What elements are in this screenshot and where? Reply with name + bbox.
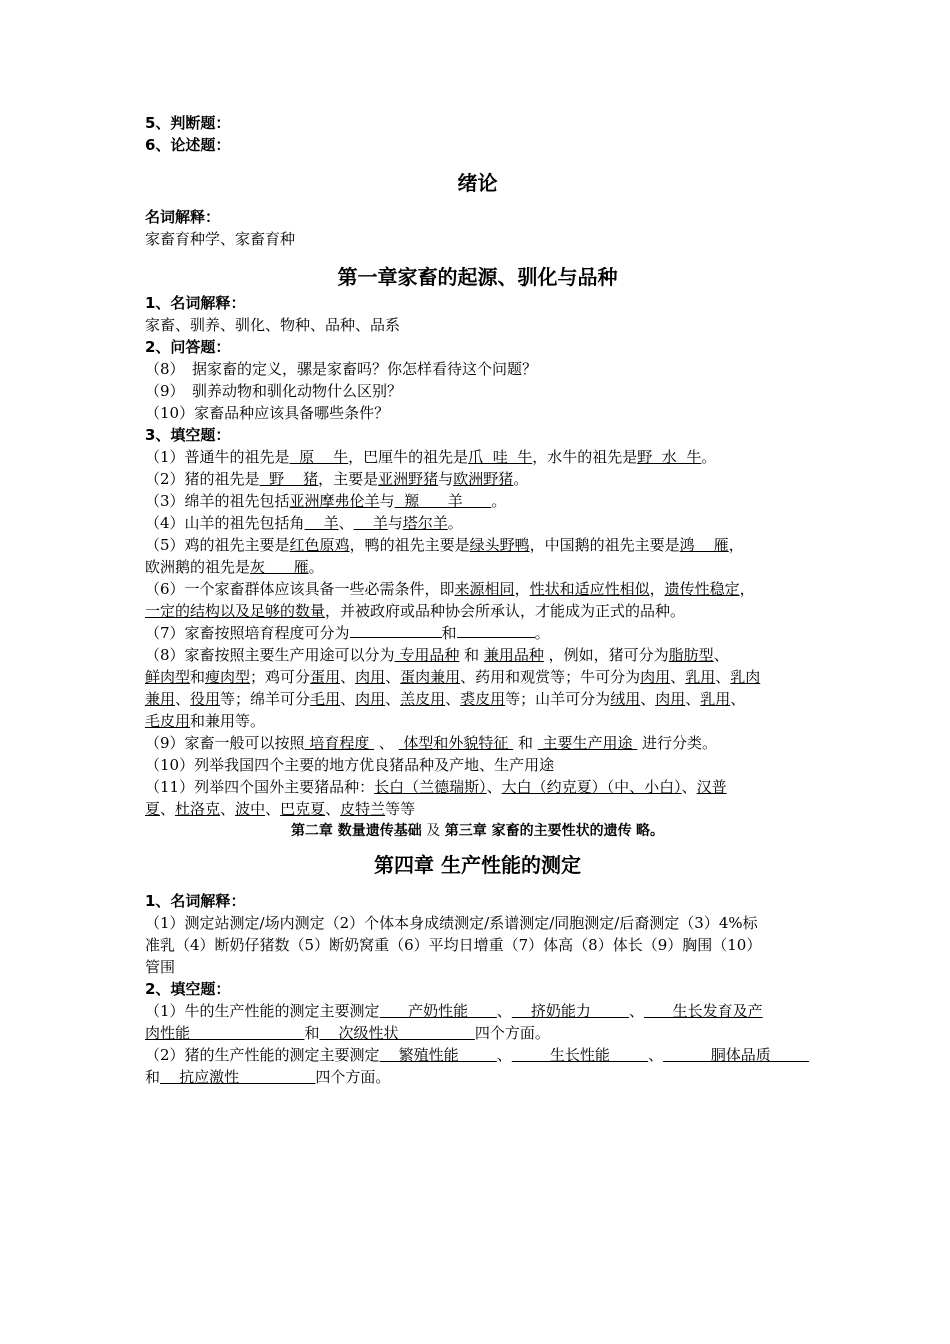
fill-answer: 羊	[304, 514, 339, 532]
fill-text: 和	[304, 1024, 320, 1042]
fill-text: 、	[496, 1046, 512, 1064]
fill-answer: 夏	[145, 800, 161, 818]
fill-7	[145, 622, 810, 644]
fill-10: （10）列举我国四个主要的地方优良猪品种及产地、生产用途	[145, 756, 555, 774]
fill-answer: 胴体品质	[663, 1046, 809, 1064]
fill-text: 四个方面。	[474, 1024, 550, 1042]
fill-answer: 脂肪型	[668, 646, 714, 664]
fill-answer: 毛用	[310, 690, 341, 708]
fill-3	[145, 490, 810, 512]
fill-text: 欧洲鹅的祖先是	[145, 558, 251, 576]
fill-text: 、	[648, 1046, 664, 1064]
ch1-q9: （9） 驯养动物和驯化动物什么区别？	[145, 382, 403, 400]
chapter2-3-note	[145, 820, 810, 842]
section-essay: 6、论述题：	[145, 136, 231, 154]
fill-answer: 原 牛	[289, 448, 349, 466]
fill-text: 等；绵羊可分	[220, 690, 311, 708]
ch4-fill-2-cont	[145, 1066, 810, 1088]
fill-8-cont1	[145, 666, 810, 688]
fill-text: ，巴厘牛的祖先是	[348, 448, 469, 466]
ch1-fill-label: 3、填空题：	[145, 426, 231, 444]
fill-8	[145, 644, 810, 666]
fill-text: 与	[387, 514, 403, 532]
fill-text: （6）一个家畜群体应该具备一些必需条件，即	[145, 580, 455, 598]
fill-text: 。	[447, 514, 463, 532]
fill-answer: 红色原鸡	[289, 536, 350, 554]
fill-text: （9）家畜一般可以按照	[145, 734, 305, 752]
fill-text: 和	[459, 646, 484, 664]
intro-title: 绪论	[457, 171, 498, 195]
section-judgement: 5、判断题：	[145, 114, 231, 132]
ch1-q10: （10）家畜品种应该具备哪些条件？	[145, 404, 390, 422]
fill-text: 、	[175, 690, 191, 708]
fill-answer: 蛋用	[310, 668, 341, 686]
fill-answer: 羱 羊	[394, 492, 492, 510]
fill-6	[145, 578, 810, 600]
fill-text: 、	[681, 778, 697, 796]
fill-text: 、	[445, 690, 461, 708]
fill-answer: 兼用品种	[483, 646, 544, 664]
fill-text: ；鸡可分	[250, 668, 311, 686]
fill-text: 、	[160, 800, 176, 818]
fill-answer: 乳用	[700, 690, 731, 708]
fill-5	[145, 534, 810, 556]
ch4-fill-1	[145, 1000, 810, 1022]
fill-text: ，并被政府或品种协会所承认，才能成为正式的品种。	[325, 602, 686, 620]
fill-text: ，	[728, 536, 744, 554]
fill-answer: 瘦肉型	[205, 668, 251, 686]
omitted-note: 略。	[636, 823, 665, 839]
fill-text: （8）家畜按照主要生产用途可以分为	[145, 646, 395, 664]
fill-11-cont	[145, 798, 810, 820]
fill-text: 与	[438, 470, 454, 488]
fill-text: 和	[441, 624, 457, 642]
fill-5-cont	[145, 556, 810, 578]
fill-answer: 挤奶能力	[511, 1002, 629, 1020]
fill-text: 、	[265, 800, 281, 818]
fill-answer: 皮特兰	[340, 800, 386, 818]
ch4-fill-1-cont	[145, 1022, 810, 1044]
fill-8-cont3	[145, 710, 810, 732]
fill-text: （5）鸡的祖先主要是	[145, 536, 290, 554]
fill-9	[145, 732, 810, 754]
fill-answer: 乳用	[685, 668, 716, 686]
fill-text: （7）家畜按照培育程度可分为	[145, 624, 350, 642]
fill-answer: 来源相同	[454, 580, 515, 598]
chapter1-title: 第一章家畜的起源、驯化与品种	[337, 265, 618, 289]
fill-text: 等等	[385, 800, 416, 818]
fill-answer: 野 猪	[259, 470, 319, 488]
chapter2-title: 第二章 数量遗传基础	[290, 823, 422, 839]
fill-text: ，例如，猪可分为	[543, 646, 669, 664]
fill-answer: 主要生产用途	[537, 734, 638, 752]
fill-answer: 鸿 雁	[679, 536, 729, 554]
fill-text: 、	[340, 668, 356, 686]
document-page	[145, 112, 810, 1088]
fill-answer: 肉用	[655, 690, 686, 708]
fill-6-cont	[145, 600, 810, 622]
fill-answer: 长白（兰德瑞斯）	[374, 778, 487, 796]
fill-text: 和	[513, 734, 538, 752]
fill-text: 、	[496, 1002, 512, 1020]
fill-answer: 大白（约克夏）（中、小白）	[501, 778, 682, 796]
fill-text: 。	[701, 448, 717, 466]
intro-terms: 家畜育种学、家畜育种	[145, 230, 296, 248]
fill-answer: 羊	[353, 514, 388, 532]
chapter4-title: 第四章 生产性能的测定	[374, 853, 581, 877]
fill-answer: 性状和适应性相似	[529, 580, 650, 598]
fill-answer: 绒用	[610, 690, 641, 708]
fill-text: 。	[513, 470, 529, 488]
fill-text: 、药用和观赏等；牛可分为	[460, 668, 641, 686]
fill-text: 、	[486, 778, 502, 796]
fill-text: 和	[145, 1068, 161, 1086]
ch4-fill-2	[145, 1044, 810, 1066]
fill-text: 与	[379, 492, 395, 510]
fill-answer: 塔尔羊	[402, 514, 448, 532]
fill-text: 和兼用等。	[190, 712, 266, 730]
fill-answer: 肉用	[355, 690, 386, 708]
ch4-terms-line2: 准乳（4）断奶仔猪数（5）断奶窝重（6）平均日增重（7）体高（8）体长（9）胸围（10）	[145, 936, 762, 954]
fill-text: ，水牛的祖先是	[532, 448, 638, 466]
fill-text: 。	[534, 624, 550, 642]
fill-text: ，	[514, 580, 530, 598]
fill-answer: 培育程度	[304, 734, 375, 752]
ch1-terms-label: 1、名词解释：	[145, 294, 246, 312]
fill-answer: 生长性能	[511, 1046, 649, 1064]
conjunction-text: 及	[426, 823, 441, 839]
intro-terms-label: 名词解释：	[145, 208, 221, 226]
fill-text: （2）猪的生产性能的测定主要测定	[145, 1046, 380, 1064]
ch1-q8: （8） 据家畜的定义，骡是家畜吗？你怎样看待这个问题？	[145, 360, 538, 378]
fill-11	[145, 776, 810, 798]
fill-answer: 乳肉	[730, 668, 761, 686]
fill-text: （4）山羊的祖先包括角	[145, 514, 305, 532]
fill-text: 进行分类。	[637, 734, 718, 752]
fill-text: 、	[629, 1002, 645, 1020]
fill-answer: 裘皮用	[460, 690, 506, 708]
fill-answer: 杜洛克	[175, 800, 221, 818]
fill-text: ，	[649, 580, 665, 598]
fill-text: 等；山羊可分为	[505, 690, 611, 708]
fill-answer: 毛皮用	[145, 712, 191, 730]
fill-text: （1）普通牛的祖先是	[145, 448, 290, 466]
fill-answer: 产奶性能	[379, 1002, 497, 1020]
fill-answer: 蛋肉兼用	[400, 668, 461, 686]
fill-answer: 次级性状	[319, 1024, 475, 1042]
fill-text: 。	[308, 558, 324, 576]
fill-text: 、	[340, 690, 356, 708]
fill-text: 、	[374, 734, 399, 752]
fill-answer: 生长发育及产	[644, 1002, 763, 1020]
fill-answer: 专用品种	[394, 646, 460, 664]
ch4-fill-label: 2、填空题：	[145, 980, 231, 998]
fill-answer: 肉用	[355, 668, 386, 686]
fill-answer: 爪 哇 牛	[468, 448, 533, 466]
fill-text: 、	[715, 668, 731, 686]
fill-8-cont2	[145, 688, 810, 710]
fill-text: ，中国鹅的祖先主要是	[529, 536, 680, 554]
fill-text: 、	[325, 800, 341, 818]
fill-answer: 波中	[235, 800, 266, 818]
fill-answer: 野 水 牛	[637, 448, 702, 466]
fill-text: 、	[713, 646, 729, 664]
fill-text: 、	[338, 514, 354, 532]
fill-answer: 体型和外貌特征	[398, 734, 514, 752]
fill-2	[145, 468, 810, 490]
fill-text: 、	[220, 800, 236, 818]
ch4-terms-line3: 管围	[145, 958, 176, 976]
fill-text: 四个方面。	[315, 1068, 391, 1086]
fill-answer: 欧洲野猪	[453, 470, 514, 488]
ch1-qa-label: 2、问答题：	[145, 338, 231, 356]
fill-answer: 繁殖性能	[379, 1046, 497, 1064]
fill-blank	[350, 622, 442, 638]
fill-answer: 亚洲野猪	[378, 470, 439, 488]
fill-text: ，主要是	[318, 470, 379, 488]
fill-answer: 肉性能	[145, 1024, 305, 1042]
fill-text: ，鸭的祖先主要是	[349, 536, 470, 554]
fill-text: （11）列举四个国外主要猪品种：	[145, 778, 375, 796]
fill-answer: 抗应激性	[160, 1068, 316, 1086]
fill-answer: 亚洲摩弗伦羊	[289, 492, 380, 510]
fill-text: 和	[190, 668, 206, 686]
fill-text: 、	[385, 668, 401, 686]
fill-text: 、	[685, 690, 701, 708]
fill-1	[145, 446, 810, 468]
fill-answer: 灰 雁	[250, 558, 309, 576]
ch4-terms-label: 1、名词解释：	[145, 892, 246, 910]
fill-text: （3）绵羊的祖先包括	[145, 492, 290, 510]
ch1-terms: 家畜、驯养、驯化、物种、品种、品系	[145, 316, 401, 334]
fill-4	[145, 512, 810, 534]
fill-answer: 兼用	[145, 690, 176, 708]
fill-text: （1）牛的生产性能的测定主要测定	[145, 1002, 380, 1020]
fill-text: 。	[491, 492, 507, 510]
fill-text: 、	[640, 690, 656, 708]
fill-text: （2）猪的祖先是	[145, 470, 260, 488]
fill-blank	[457, 622, 535, 638]
fill-answer: 绿头野鸭	[469, 536, 530, 554]
fill-answer: 羔皮用	[400, 690, 446, 708]
chapter3-title: 第三章 家畜的主要性状的遗传	[444, 823, 632, 839]
ch4-terms-line1: （1）测定站测定/场内测定（2）个体本身成绩测定/系谱测定/同胞测定/后裔测定（3）4%标	[145, 914, 758, 932]
fill-text: 、	[385, 690, 401, 708]
fill-text: 、	[730, 690, 746, 708]
fill-answer: 肉用	[640, 668, 671, 686]
fill-answer: 鲜肉型	[145, 668, 191, 686]
fill-answer: 役用	[190, 690, 221, 708]
fill-text: 、	[670, 668, 686, 686]
fill-answer: 一定的结构以及足够的数量	[145, 602, 326, 620]
fill-answer: 遗传性稳定	[664, 580, 740, 598]
fill-text: ，	[739, 580, 755, 598]
fill-answer: 巴克夏	[280, 800, 326, 818]
fill-answer: 汉普	[696, 778, 727, 796]
